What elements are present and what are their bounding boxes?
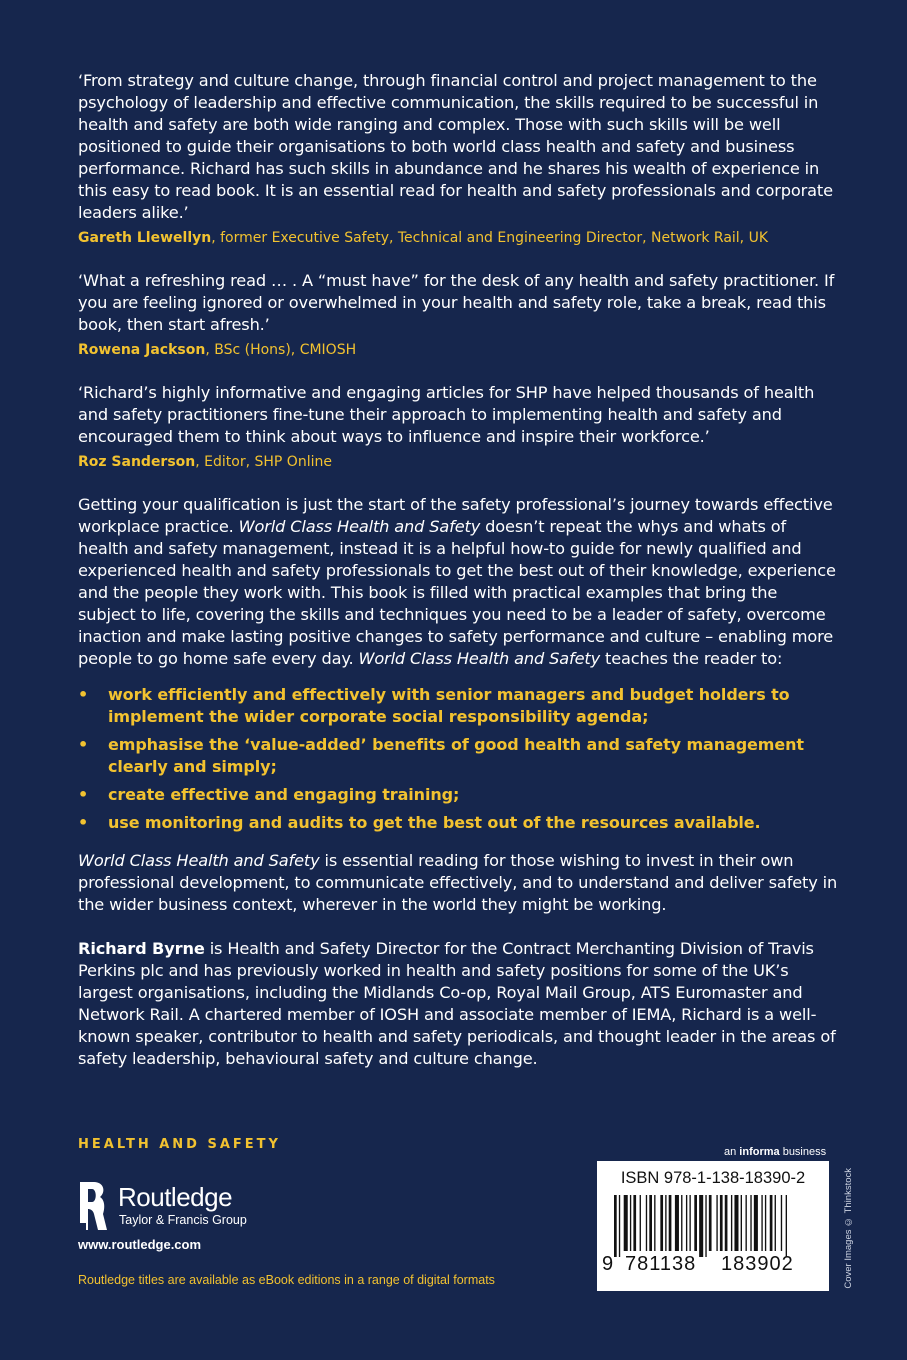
book-title-italic: World Class Health and Safety xyxy=(238,517,481,536)
isbn-label: ISBN 978-1-138-18390-2 xyxy=(620,1169,806,1187)
author-bio xyxy=(78,938,838,1070)
barcode-bar xyxy=(654,1195,655,1251)
barcode-digit-group: 781138 xyxy=(625,1253,697,1275)
author-bio-text: is Health and Safety Director for the Contract Merchanting Division of Travis Perkins plc and has previously worked in health and safety positions for some of the UK’s largest organisations, including the Midlands Co-op, Royal Mail Group, ATS Euromaster and Network Rail. A chartered member of IOSH and associate member of IEMA, Richard is a well-known speaker, contributor to health and safety periodicals, and thought leader in the areas of safety leadership, behavioural safety and culture change. xyxy=(78,939,836,1068)
quote-attribution xyxy=(78,340,838,360)
barcode-bar xyxy=(734,1195,738,1251)
informa-prefix: an xyxy=(724,1146,740,1158)
barcode-bar xyxy=(689,1195,690,1251)
barcode-bar xyxy=(725,1195,728,1251)
barcode-bar xyxy=(731,1195,732,1251)
barcode-bar xyxy=(660,1195,663,1251)
barcode-bar xyxy=(624,1195,628,1251)
isbn-barcode xyxy=(597,1161,829,1291)
barcode-bar xyxy=(699,1195,703,1257)
quote-author-name: Gareth Llewellyn xyxy=(78,230,212,246)
barcode-bar xyxy=(665,1195,666,1251)
barcode-bar xyxy=(694,1195,697,1251)
quote-author-name: Rowena Jackson xyxy=(78,342,206,358)
barcode-bar xyxy=(746,1195,747,1251)
list-item xyxy=(78,812,838,834)
quote-block xyxy=(78,270,838,360)
book-title-italic: World Class Health and Safety xyxy=(78,851,320,870)
barcode-bar xyxy=(716,1195,717,1251)
quote-author-name: Roz Sanderson xyxy=(78,454,196,470)
bullet-icon: • xyxy=(78,785,89,804)
category-label: HEALTH AND SAFETY xyxy=(78,1137,281,1152)
image-credit xyxy=(843,1168,857,1298)
informa-tagline xyxy=(724,1146,826,1158)
barcode-bar xyxy=(669,1195,672,1251)
book-description xyxy=(78,494,838,670)
barcode-bar xyxy=(786,1195,787,1257)
image-credit-text: Cover Images © Thinkstock xyxy=(843,1168,854,1289)
barcode-bar xyxy=(681,1195,682,1251)
quote-block xyxy=(78,382,838,472)
quote-text: ‘From strategy and culture change, through financial control and project management to the psychology of leadership and effective communication, the skills required to be successful in health and safety are both wide ranging and complex. Those with such skills will be well positioned to guide their organisations to both world class health and safety and business performance. Richard has such skills in abundance and he shares his wealth of experience in this easy to read book. It is an essential read for health and safety professionals and corporate leaders alike.’ xyxy=(78,71,833,222)
list-item-text: use monitoring and audits to get the best out of the resources available. xyxy=(108,813,761,832)
barcode-bar xyxy=(754,1195,758,1251)
quote-text: ‘Richard’s highly informative and engaging articles for SHP have helped thousands of health and safety practitioners fine-tune their approach to implementing health and safety and encouraged them to think about ways to influence and inspire their workforce.’ xyxy=(78,383,815,446)
barcode-digit-lead: 9 xyxy=(602,1253,614,1275)
list-item xyxy=(78,684,838,728)
barcode-bar xyxy=(675,1195,679,1251)
closing-text: is essential reading for those wishing to invest in their own professional development, to communicate effectively, and to understand and deliver safety in the wider business context, wherever in the world they might be working. xyxy=(78,851,838,914)
informa-suffix: business xyxy=(779,1146,827,1158)
barcode-bar xyxy=(686,1195,687,1251)
barcode-digit-group: 183902 xyxy=(721,1253,794,1275)
list-item-text: create effective and engaging training; xyxy=(108,785,460,804)
quote-author-role: , former Executive Safety, Technical and Engineering Director, Network Rail, UK xyxy=(211,230,768,246)
barcode-bar xyxy=(720,1195,723,1251)
bullet-icon: • xyxy=(78,735,89,754)
barcode-bar xyxy=(640,1195,641,1251)
publisher-name: Routledge xyxy=(118,1182,233,1212)
barcode-bar xyxy=(775,1195,776,1251)
informa-brand: informa xyxy=(739,1146,780,1158)
barcode-bar xyxy=(770,1195,773,1251)
barcode-bar xyxy=(614,1195,617,1257)
quote-text: ‘What a refreshing read … . A “must have” for the desk of any health and safety practitioner. If you are feeling ignored or overwhelmed in your health and safety role, take a break, read this book, then start afresh.’ xyxy=(78,271,835,334)
barcode-bar xyxy=(765,1195,766,1251)
publisher-website[interactable]: www.routledge.com xyxy=(78,1237,202,1252)
list-item-text: emphasise the ‘value-added’ benefits of good health and safety management clearly and simply; xyxy=(108,735,804,776)
barcode-bar xyxy=(750,1195,751,1251)
quote-author-role: , BSc (Hons), CMIOSH xyxy=(205,342,357,358)
quote-attribution xyxy=(78,452,838,472)
barcode-bar xyxy=(619,1195,620,1257)
description-text: Getting your qualification is just the start of the safety professional’s journey towards effective workplace practice. xyxy=(78,495,833,536)
barcode-bar xyxy=(709,1195,712,1251)
back-cover-content xyxy=(78,70,838,1070)
quote-block xyxy=(78,70,838,248)
description-text: teaches the reader to: xyxy=(600,649,783,668)
barcode-bar xyxy=(646,1195,647,1251)
ebook-note: Routledge titles are available as eBook editions in a range of digital formats xyxy=(78,1273,495,1287)
list-item xyxy=(78,734,838,778)
barcode-bar xyxy=(630,1195,631,1251)
list-item-text: work efficiently and effectively with senior managers and budget holders to implement the wider corporate social responsibility agenda; xyxy=(108,685,790,726)
quote-author-role: , Editor, SHP Online xyxy=(195,454,332,470)
barcode-bar xyxy=(741,1195,742,1251)
barcode-bar xyxy=(705,1195,706,1257)
routledge-logo xyxy=(78,1180,278,1232)
author-name: Richard Byrne xyxy=(78,939,205,958)
barcode-bar xyxy=(633,1195,636,1251)
bullet-icon: • xyxy=(78,685,89,704)
barcode-bars xyxy=(614,1195,812,1257)
barcode-bar xyxy=(649,1195,652,1251)
closing-paragraph xyxy=(78,850,838,916)
publisher-group: Taylor & Francis Group xyxy=(119,1213,247,1227)
quote-attribution xyxy=(78,228,838,248)
barcode-bar xyxy=(781,1195,782,1251)
book-title-italic: World Class Health and Safety xyxy=(358,649,601,668)
description-text: doesn’t repeat the whys and whats of health and safety management, instead it is a helpful how-to guide for newly qualified and experienced health and safety professionals to get the best out of their knowledge, experience and the people they work with. This book is filled with practical examples that bring the subject to life, covering the skills and techniques you need to be a leader of safety, overcome inaction and make lasting positive changes to safety performance and culture – enabling more people to go home safe every day. xyxy=(78,517,836,668)
barcode-bar xyxy=(761,1195,762,1251)
benefits-list xyxy=(78,684,838,834)
bullet-icon: • xyxy=(78,813,89,832)
list-item xyxy=(78,784,838,806)
routledge-logo-icon xyxy=(78,1180,108,1232)
